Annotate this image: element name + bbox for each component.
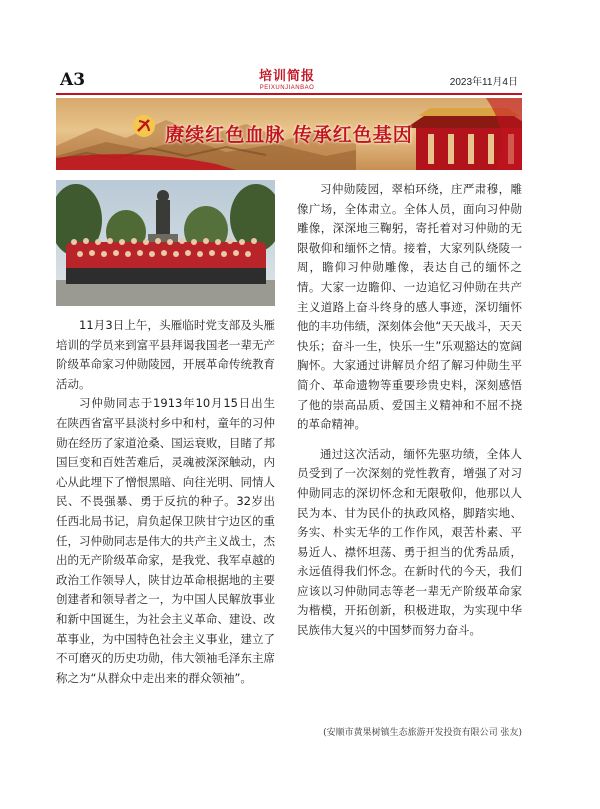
author-credit: (安顺市黄果树镇生态旅游开发投资有限公司 张友) bbox=[323, 728, 522, 738]
masthead-pinyin: PEIXUNJIANBAO bbox=[259, 85, 315, 91]
masthead bbox=[242, 70, 332, 92]
article-paragraph: 习仲勋同志于1913年10月15日出生在陕西省富平县淡村乡中和村，童年的习仲勋在经历了家道沧桑、国运衰败，目睹了邦国巨变和百姓苦难后，灵魂被深深触动，内心从此埋下了憎恨黑暗、向往光明、同情人民、不畏强暴、勇于反抗的种子。32岁出任西北局书记，肩负起保卫陕甘宁边区的重任，习仲勋同志是伟大的共产主义战士，杰出的无产阶级革命家，是我党、我军卓越的政治工作领导人，陕甘边革命根据地的主要创建者和领导者之一，为中国人民解放事业和新中国诞生，为社会主义革命、建设、改革事业，为中国特色社会主义事业，建立了不可磨灭的历史功勋，伟大领袖毛泽东主席称之为“从群众中走出来的群众领袖”。 bbox=[56, 396, 275, 685]
page-header bbox=[56, 70, 522, 92]
group-photo bbox=[56, 180, 275, 306]
article-paragraph: 通过这次活动，缅怀先驱功绩，全体人员受到了一次深刻的党性教育，增强了对习仲勋同志的深切怀念和无限敬仰，他那以人民为本、甘为民仆的执政风格，脚踏实地、务实、朴实无华的工作作风，艰苦朴素、平易近人、襟怀坦荡、勇于担当的优秀品质，永远值得我们怀念。在新时代的今天，我们应该以习仲勋同志等老一辈无产阶级革命家为楷模，开拓创新，积极进取，为实现中华民族伟大复兴的中国梦而努力奋斗。 bbox=[297, 446, 522, 638]
header-rule bbox=[56, 93, 522, 95]
group-photo-icon bbox=[56, 180, 275, 306]
article-paragraph: 11月3日上午，头雁临时党支部及头雁培训的学员来到富平县拜谒我国老一辈无产阶级革命家习仲勋陵园，开展革命传统教育活动。 bbox=[56, 318, 275, 391]
page-number: A3 bbox=[60, 70, 86, 90]
article-left-column bbox=[56, 316, 275, 688]
masthead-title: 培训简报 bbox=[258, 69, 315, 84]
article-right-column bbox=[297, 180, 522, 641]
issue-date: 2023年11月4日 bbox=[449, 77, 518, 88]
banner-title: 赓续红色血脉 传承红色基因 bbox=[165, 124, 413, 146]
title-banner bbox=[56, 98, 522, 170]
article-paragraph: 习仲勋陵园，翠柏环绕，庄严肃穆，雕像广场，全体肃立。全体人员，面向习仲勋雕像，深深地三鞠躬，寄托着对习仲勋的无限敬仰和缅怀之情。接着，大家列队绕陵一周，瞻仰习仲勋雕像，表达自己的缅怀之情。大家一边瞻仰、一边追忆习仲勋在共产主义道路上奋斗终身的感人事迹，深切缅怀他的丰功伟绩，深刻体会他“天天战斗，天天快乐；奋斗一生，快乐一生”乐观豁达的宽阔胸怀。大家通过讲解员介绍了解习仲勋生平简介、革命遗物等重要珍贵史料，深刻感悟了他的崇高品质、爱国主义精神和不屈不挠的革命精神。 bbox=[297, 182, 522, 432]
